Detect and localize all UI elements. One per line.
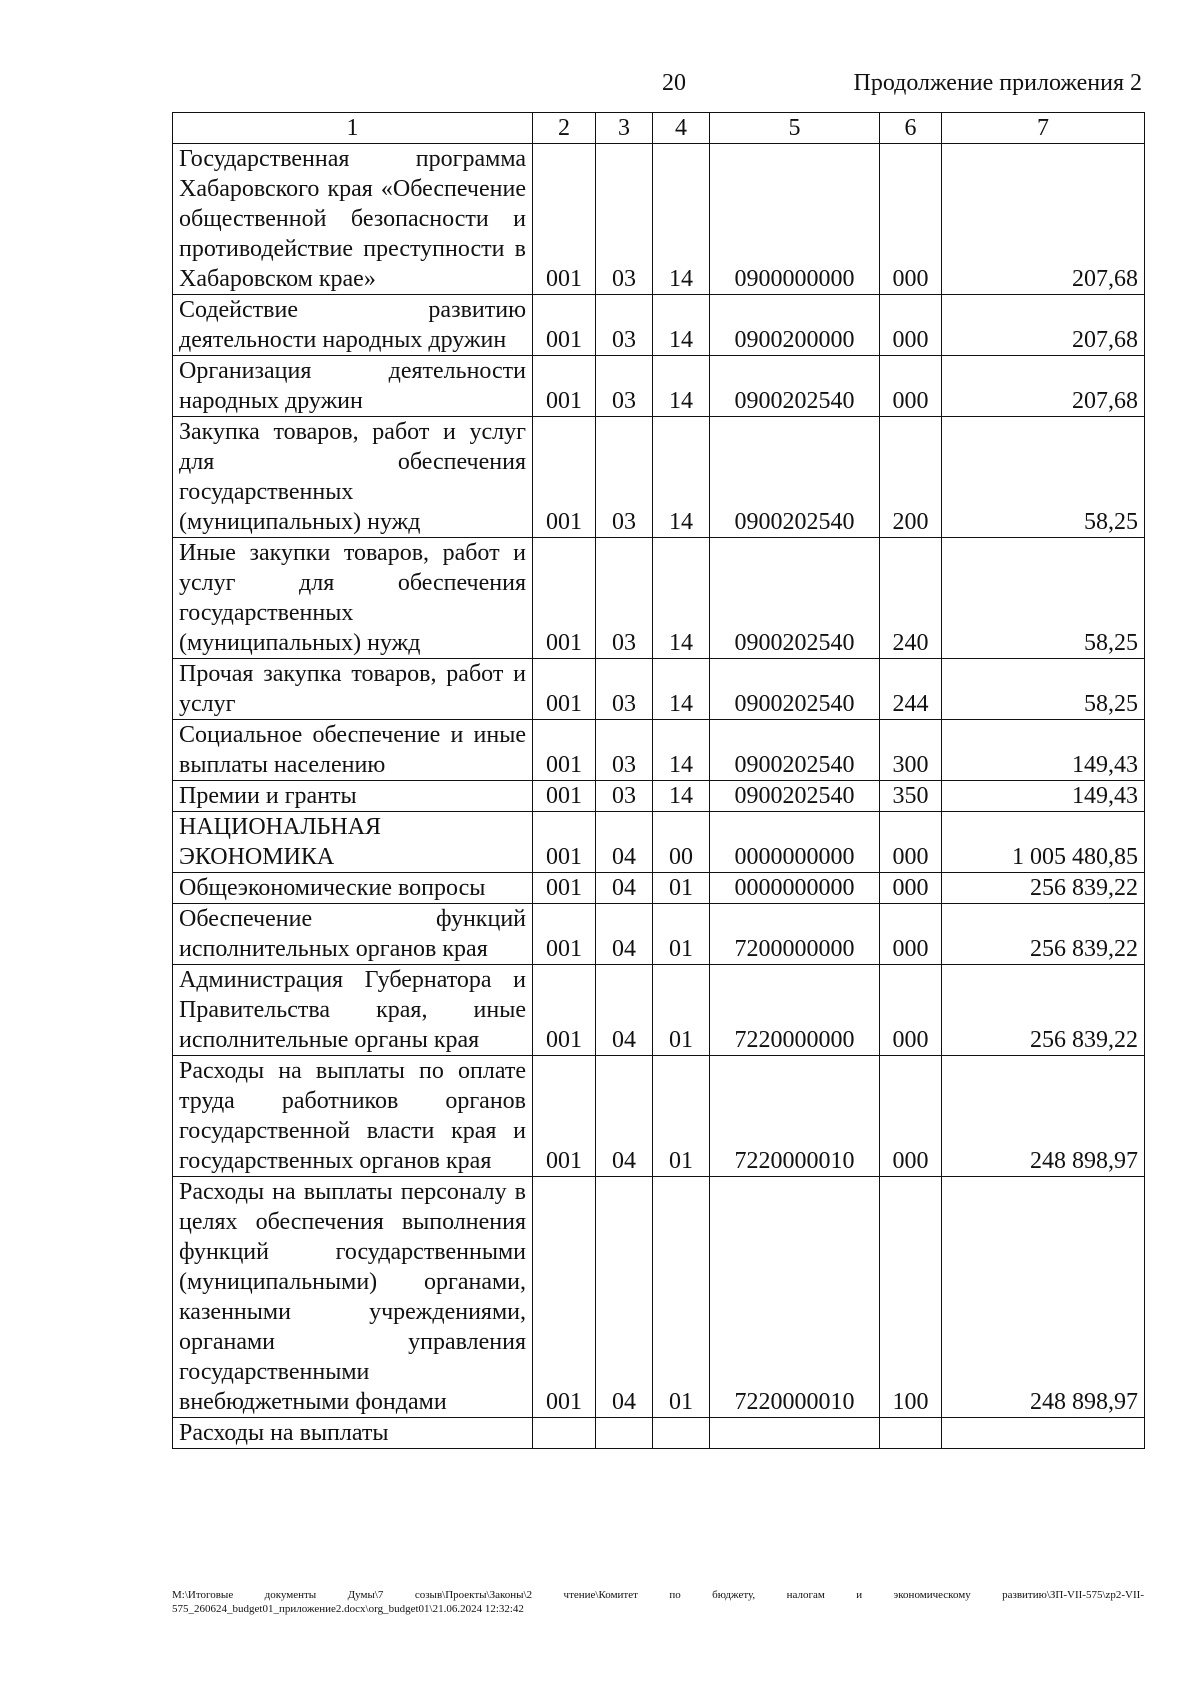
column-header-6: 6 — [880, 113, 942, 144]
row-name: Расходы на выплаты — [173, 1418, 533, 1449]
row-sum: 58,25 — [942, 417, 1145, 538]
row-code-4: 00 — [653, 812, 710, 873]
row-code-4: 01 — [653, 1177, 710, 1418]
table-row — [173, 659, 1145, 720]
row-code-3: 04 — [596, 1056, 653, 1177]
row-sum: 207,68 — [942, 356, 1145, 417]
row-code-3: 04 — [596, 812, 653, 873]
row-code-3: 03 — [596, 295, 653, 356]
row-sum: 256 839,22 — [942, 965, 1145, 1056]
column-header-5: 5 — [710, 113, 880, 144]
row-code-4: 14 — [653, 144, 710, 295]
row-code-2: 001 — [533, 720, 596, 781]
row-sum: 58,25 — [942, 538, 1145, 659]
table-row — [173, 417, 1145, 538]
row-code-2: 001 — [533, 538, 596, 659]
row-code-2: 001 — [533, 356, 596, 417]
row-code-3: 04 — [596, 873, 653, 904]
row-code-6: 000 — [880, 873, 942, 904]
row-name: Государственная программа Хабаровского края «Обеспечение общественной безопасности и противодействие преступности в Хабаровском крае» — [173, 144, 533, 295]
row-code-3: 03 — [596, 417, 653, 538]
row-code-2: 001 — [533, 965, 596, 1056]
row-code-5: 7220000010 — [710, 1177, 880, 1418]
row-sum: 248 898,97 — [942, 1177, 1145, 1418]
table-row — [173, 965, 1145, 1056]
table-row — [173, 1177, 1145, 1418]
row-code-4: 14 — [653, 720, 710, 781]
row-code-4: 14 — [653, 417, 710, 538]
row-code-6: 000 — [880, 356, 942, 417]
row-sum: 207,68 — [942, 295, 1145, 356]
table-row — [173, 812, 1145, 873]
row-code-5: 0900202540 — [710, 538, 880, 659]
table-row — [173, 295, 1145, 356]
row-code-4: 01 — [653, 904, 710, 965]
row-code-2 — [533, 1418, 596, 1449]
row-code-6: 100 — [880, 1177, 942, 1418]
row-code-5: 0900202540 — [710, 781, 880, 812]
row-code-6: 000 — [880, 144, 942, 295]
row-code-2: 001 — [533, 417, 596, 538]
column-header-2: 2 — [533, 113, 596, 144]
row-code-4: 14 — [653, 538, 710, 659]
row-sum: 248 898,97 — [942, 1056, 1145, 1177]
row-name: Обеспечение функций исполнительных органов края — [173, 904, 533, 965]
row-code-2: 001 — [533, 144, 596, 295]
row-code-4: 14 — [653, 356, 710, 417]
row-code-3: 03 — [596, 538, 653, 659]
row-code-3: 04 — [596, 1177, 653, 1418]
row-code-4: 14 — [653, 295, 710, 356]
row-name: Содействие развитию деятельности народных дружин — [173, 295, 533, 356]
row-code-2: 001 — [533, 781, 596, 812]
row-sum: 58,25 — [942, 659, 1145, 720]
row-code-6: 000 — [880, 904, 942, 965]
row-code-4: 01 — [653, 965, 710, 1056]
continuation-label: Продолжение приложения 2 — [853, 70, 1142, 96]
table-row — [173, 1056, 1145, 1177]
row-code-6: 000 — [880, 1056, 942, 1177]
column-header-1: 1 — [173, 113, 533, 144]
row-code-3: 03 — [596, 659, 653, 720]
row-code-5: 0900200000 — [710, 295, 880, 356]
row-code-3 — [596, 1418, 653, 1449]
row-sum: 256 839,22 — [942, 873, 1145, 904]
row-code-3: 03 — [596, 720, 653, 781]
row-name: Общеэкономические вопросы — [173, 873, 533, 904]
column-header-4: 4 — [653, 113, 710, 144]
row-sum: 207,68 — [942, 144, 1145, 295]
table-row — [173, 144, 1145, 295]
row-name: Прочая закупка товаров, работ и услуг — [173, 659, 533, 720]
row-code-6: 200 — [880, 417, 942, 538]
row-code-2: 001 — [533, 812, 596, 873]
page-number: 20 — [662, 70, 686, 96]
row-name: Администрация Губернатора и Правительства края, иные исполнительные органы края — [173, 965, 533, 1056]
file-path-footer: М:\Итоговые документы Думы\7 созыв\Проекты\Законы\2 чтение\Комитет по бюджету, налогам и экономическому развитию\ЗП-VII-575\zp2-VII-575_260624_budget01_приложение2.docx\org_budget01\21.06.2024 12:32:42 — [172, 1589, 1144, 1615]
row-code-5: 0900202540 — [710, 720, 880, 781]
row-code-5: 0000000000 — [710, 873, 880, 904]
row-code-5: 0000000000 — [710, 812, 880, 873]
row-code-3: 03 — [596, 144, 653, 295]
row-code-3: 03 — [596, 356, 653, 417]
table-row — [173, 873, 1145, 904]
row-code-2: 001 — [533, 904, 596, 965]
row-code-2: 001 — [533, 659, 596, 720]
row-code-4: 01 — [653, 873, 710, 904]
row-code-6: 000 — [880, 295, 942, 356]
row-code-5: 7200000000 — [710, 904, 880, 965]
row-code-6: 244 — [880, 659, 942, 720]
row-code-2: 001 — [533, 1056, 596, 1177]
table-row — [173, 781, 1145, 812]
row-code-3: 03 — [596, 781, 653, 812]
row-name: Расходы на выплаты по оплате труда работников органов государственной власти края и государственных органов края — [173, 1056, 533, 1177]
table-row — [173, 904, 1145, 965]
row-code-2: 001 — [533, 1177, 596, 1418]
row-code-6: 300 — [880, 720, 942, 781]
row-name: Расходы на выплаты персоналу в целях обеспечения выполнения функций государственными (муниципальными) органами, казенными учреждениями, органами управления государственными внебюджетными фондами — [173, 1177, 533, 1418]
row-code-4: 14 — [653, 659, 710, 720]
row-code-5: 0900000000 — [710, 144, 880, 295]
row-sum: 149,43 — [942, 720, 1145, 781]
budget-table — [172, 112, 1145, 1449]
column-header-7: 7 — [942, 113, 1145, 144]
row-code-2: 001 — [533, 295, 596, 356]
row-code-4: 01 — [653, 1056, 710, 1177]
row-code-4: 14 — [653, 781, 710, 812]
row-name: Закупка товаров, работ и услуг для обеспечения государственных (муниципальных) нужд — [173, 417, 533, 538]
row-sum: 1 005 480,85 — [942, 812, 1145, 873]
row-code-6: 350 — [880, 781, 942, 812]
row-code-5: 0900202540 — [710, 356, 880, 417]
row-code-4 — [653, 1418, 710, 1449]
table-row — [173, 720, 1145, 781]
header-row — [173, 113, 1145, 144]
table-row — [173, 1418, 1145, 1449]
row-name: Иные закупки товаров, работ и услуг для обеспечения государственных (муниципальных) нужд — [173, 538, 533, 659]
row-sum: 256 839,22 — [942, 904, 1145, 965]
row-sum: 149,43 — [942, 781, 1145, 812]
row-name: Социальное обеспечение и иные выплаты населению — [173, 720, 533, 781]
row-code-5: 0900202540 — [710, 659, 880, 720]
row-code-6: 000 — [880, 965, 942, 1056]
row-code-6: 000 — [880, 812, 942, 873]
column-header-3: 3 — [596, 113, 653, 144]
row-code-6: 240 — [880, 538, 942, 659]
row-code-3: 04 — [596, 965, 653, 1056]
row-name: Премии и гранты — [173, 781, 533, 812]
row-code-5: 7220000000 — [710, 965, 880, 1056]
row-name: Организация деятельности народных дружин — [173, 356, 533, 417]
row-code-5: 0900202540 — [710, 417, 880, 538]
row-name: НАЦИОНАЛЬНАЯ ЭКОНОМИКА — [173, 812, 533, 873]
table-row — [173, 356, 1145, 417]
row-sum — [942, 1418, 1145, 1449]
row-code-5: 7220000010 — [710, 1056, 880, 1177]
row-code-5 — [710, 1418, 880, 1449]
row-code-2: 001 — [533, 873, 596, 904]
row-code-3: 04 — [596, 904, 653, 965]
table-row — [173, 538, 1145, 659]
row-code-6 — [880, 1418, 942, 1449]
